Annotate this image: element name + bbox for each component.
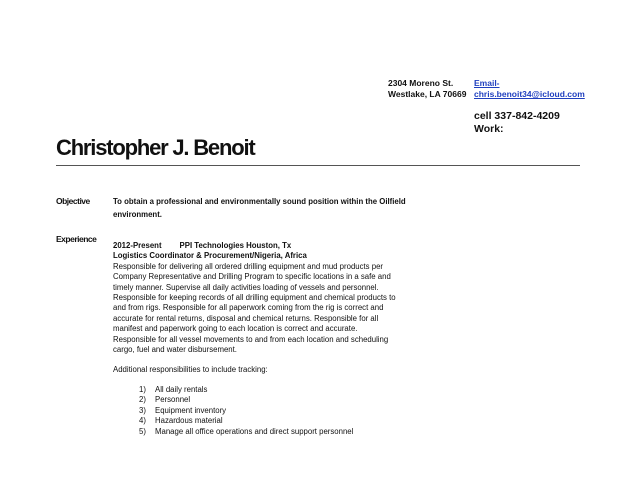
- header-divider: [56, 165, 580, 166]
- list-item-text: Hazardous material: [155, 416, 223, 426]
- list-item: [139, 416, 423, 426]
- job-description-line: accurate for rental returns, disposal and chemical returns. Responsible for all: [113, 313, 379, 323]
- job-title: Logistics Coordinator & Procurement/Nigeria, Africa: [113, 251, 307, 261]
- address-block: [388, 78, 466, 100]
- job-description-line: manifest and paperwork going to each location is correct and accurate.: [113, 324, 358, 334]
- email-address-link[interactable]: chris.benoit34@icloud.com: [474, 89, 585, 99]
- list-item-number: 5): [139, 426, 146, 436]
- objective-label: Objective: [56, 196, 90, 206]
- address-city: Westlake, LA 70669: [388, 89, 467, 99]
- list-item-text: Manage all office operations and direct support personnel: [155, 426, 354, 436]
- job-entry: [113, 241, 423, 437]
- job-description-line: and from rigs. Responsible for all paperwork coming from the rig is correct and: [113, 303, 384, 313]
- resume-name: Christopher J. Benoit: [56, 135, 255, 160]
- list-item-text: All daily rentals: [155, 384, 208, 394]
- list-item-text: Equipment inventory: [155, 405, 227, 415]
- work-phone: Work:: [474, 123, 504, 135]
- job-description-line: timely manner. Supervise all daily activities loading of vessels and personnel.: [113, 282, 379, 292]
- job-description-line: Company Representative and Drilling Program to specific locations in a safe and: [113, 272, 391, 282]
- job-description-line: cargo, fuel and water disbursement.: [113, 345, 237, 355]
- list-item: [139, 406, 423, 416]
- list-item: [139, 385, 423, 395]
- list-item-number: 1): [139, 384, 146, 394]
- job-description-line: Responsible for keeping records of all drilling equipment and chemical products to: [113, 293, 396, 303]
- list-item-text: Personnel: [155, 395, 191, 405]
- job-dates: 2012-Present: [113, 241, 162, 250]
- job-description-line: Responsible for all vessel movements to and from each location and scheduling: [113, 334, 389, 344]
- additional-responsibilities: Additional responsibilities to include tracking:: [113, 365, 268, 375]
- job-description: [113, 262, 423, 356]
- objective-text: To obtain a professional and environmentally sound position within the Oilfield environment.: [113, 197, 406, 219]
- task-list: [113, 385, 423, 437]
- list-item-number: 4): [139, 416, 146, 426]
- cell-phone: cell 337-842-4209: [474, 110, 560, 122]
- experience-label: Experience: [56, 234, 97, 244]
- address-street: 2304 Moreno St.: [388, 78, 454, 88]
- job-description-line: Responsible for delivering all ordered drilling equipment and mud products per: [113, 261, 384, 271]
- list-item-number: 2): [139, 395, 146, 405]
- contact-block: [474, 78, 585, 136]
- job-company: PPI Technologies Houston, Tx: [179, 241, 292, 250]
- list-item: [139, 395, 423, 405]
- job-heading: [113, 241, 423, 251]
- list-item-number: 3): [139, 405, 146, 415]
- list-item: [139, 427, 423, 437]
- email-label-link[interactable]: Email-: [474, 78, 500, 88]
